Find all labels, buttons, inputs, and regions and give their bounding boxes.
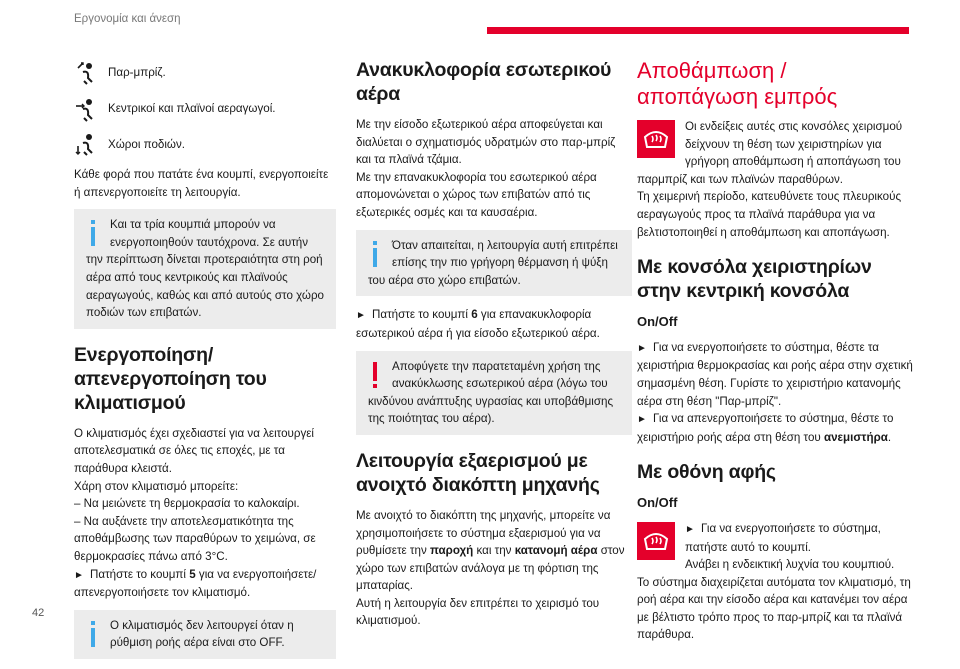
section-heading: Με οθόνη αφής: [637, 461, 776, 484]
column-1: [74, 58, 336, 669]
info-icon: [86, 619, 100, 649]
fan-item-label: Κεντρικοί και πλαϊνοί αεραγωγοί.: [108, 102, 276, 116]
fan-item-vents: [74, 94, 336, 124]
warning-note: [356, 351, 632, 435]
info-icon: [86, 218, 100, 248]
defrost-icon: [637, 120, 675, 158]
warning-icon: [368, 360, 382, 390]
paragraph: Με ανοιχτό το διακόπτη της μηχανής, μπορείτε να χρησιμοποιήσετε το σύστημα εξαερισμού για να ρυθμίσετε την παροχή και την κατανομή αέρα στον χώρο των επιβατών ανάλογα με τη φόρτιση της μπαταρίας.: [356, 508, 625, 593]
instruction: ► Πατήστε το κουμπί 6 για επανακυκλοφορία εσωτερικού αέρα ή για είσοδο εξωτερικού αέρα.: [356, 308, 600, 340]
instruction: ► Για να ενεργοποιήσετε το σύστημα, θέστε τα χειριστήρια θερμοκρασίας και ροής αέρα στην σχετική σημασμένη θέση. Γυρίστε το χειριστήριο κατανομής αέρα στη θέση "Παρ-μπρίζ".: [637, 340, 913, 408]
air-to-vents-icon: [74, 96, 98, 122]
paragraph: Ο κλιματισμός έχει σχεδιαστεί για να λειτουργεί αποτελεσματικά σε όλες τις εποχές, με τα παράθυρα κλειστά.: [74, 426, 314, 475]
fan-item-label: Χώροι ποδιών.: [108, 138, 186, 152]
subheading: On/Off: [637, 495, 678, 511]
page-number: 42: [32, 607, 45, 619]
paragraph: Με την επανακυκλοφορία του εσωτερικού αέρα απομονώνεται ο χώρος των επιβατών από τις εξωτερικές οσμές και τα καυσαέρια.: [356, 170, 597, 219]
fan-item-footwell: [74, 130, 336, 160]
paragraph: Το σύστημα διαχειρίζεται αυτόματα τον κλιματισμό, τη ροή αέρα και την είσοδο αέρα και κατανέμει τον αέρα με βέλτιστο τρόπο προς το παρ-μπρίζ και τα πλαϊνά παράθυρα.: [637, 575, 911, 642]
paragraph: Οι ενδείξεις αυτές στις κονσόλες χειρισμού δείχνουν τη θέση των χειριστηρίων για γρήγορη αποθάμπωση ή αποπάγωση του παρμπρίζ και των πλαϊνών παραθύρων.: [637, 120, 903, 186]
column-3: [637, 58, 913, 644]
paragraph: Τη χειμερινή περίοδο, κατευθύνετε τους πλευρικούς αεραγωγούς προς τα πλαϊνά παράθυρα για να βελτιστοποιηθεί η αποθάμπωση και αποπάγωση.: [637, 190, 902, 239]
air-to-windscreen-icon: [74, 60, 98, 86]
info-note-text: Όταν απαιτείται, η λειτουργία αυτή επιτρέπει επίσης την πιο γρήγορη θέρμανση ή ψύξη του αέρα στο χώρο επιβατών.: [368, 238, 618, 287]
paragraph: Κάθε φορά που πατάτε ένα κουμπί, ενεργοποιείτε ή απενεργοποιείτε τη λειτουργία.: [74, 168, 329, 199]
section-heading: Με κονσόλα χειριστηρίων στην κεντρική κονσόλα: [637, 256, 872, 303]
paragraph: Ανάβει η ενδεικτική λυχνία του κουμπιού.: [685, 558, 895, 572]
air-to-footwell-icon: [74, 132, 98, 158]
list-item: – Να μειώνετε τη θερμοκρασία το καλοκαίρι.: [74, 497, 300, 511]
info-note: [74, 209, 336, 329]
warning-note-text: Αποφύγετε την παρατεταμένη χρήση της ανακύκλωσης εσωτερικού αέρα (λόγω του κινδύνου ανάπτυξης υγρασίας και υποβάθμισης της ποιότητας του αέρα).: [368, 359, 614, 426]
info-icon: [368, 239, 382, 269]
subheading: On/Off: [637, 314, 678, 330]
arrow-icon: ►: [356, 310, 366, 322]
fan-item-label: Παρ-μπρίζ.: [108, 66, 166, 80]
arrow-icon: ►: [637, 342, 647, 354]
section-heading: Ενεργοποίηση/απενεργοποίηση του κλιματισμού: [74, 343, 267, 414]
instruction: ► Για να ενεργοποιήσετε το σύστημα, πατήστε αυτό το κουμπί.: [685, 521, 881, 554]
arrow-icon: ►: [74, 569, 84, 581]
instruction: ► Πατήστε το κουμπί 5 για να ενεργοποιήσετε/απενεργοποιήσετε τον κλιματισμό.: [74, 567, 317, 600]
column-2: [356, 58, 632, 630]
section-heading: Ανακυκλοφορία εσωτερικού αέρα: [356, 59, 612, 105]
list-item: – Να αυξάνετε την αποτελεσματικότητα της αποθάμβωσης των παραθύρων το χειμώνα, σε θερμοκρασίες πάνω από 3°C.: [74, 514, 316, 563]
paragraph: Χάρη στον κλιματισμό μπορείτε:: [74, 479, 239, 493]
fan-item-windscreen: [74, 58, 336, 88]
paragraph: Αυτή η λειτουργία δεν επιτρέπει το χειρισμό του κλιματισμού.: [356, 596, 600, 628]
info-note-text: Ο κλιματισμός δεν λειτουργεί όταν η ρύθμιση ροής αέρα είναι στο OFF.: [110, 618, 294, 650]
header-title: Εργονομία και άνεση: [74, 13, 181, 25]
header-red-bar: [487, 27, 909, 34]
paragraph: Με την είσοδο εξωτερικού αέρα αποφεύγεται και διαλύεται ο σχηματισμός υδρατμών στο παρ-μπρίζ και τα πλαϊνά τζάμια.: [356, 118, 616, 167]
arrow-icon: ►: [685, 523, 695, 535]
section-title: Αποθάμπωση / αποπάγωση εμπρός: [637, 58, 838, 109]
section-heading: Λειτουργία εξαερισμού με ανοιχτό διακόπτη μηχανής: [356, 449, 600, 496]
info-note: [74, 610, 336, 659]
info-note: [356, 230, 632, 297]
arrow-icon: ►: [637, 414, 647, 426]
defrost-icon: [637, 522, 675, 560]
instruction: ► Για να απενεργοποιήσετε το σύστημα, θέστε το χειριστήριο ροής αέρα στη θέση του ανεμιστήρα.: [637, 412, 894, 444]
info-note-text: Και τα τρία κουμπιά μπορούν να ενεργοποιηθούν ταυτόχρονα. Σε αυτήν την περίπτωση δίνεται προτεραιότητα στη ροή αέρα από τους κεντρικούς και πλαϊνούς αεραγωγούς, καθώς και από αυτούς στο χώρο ποδιών των επιβατών.: [86, 218, 324, 320]
